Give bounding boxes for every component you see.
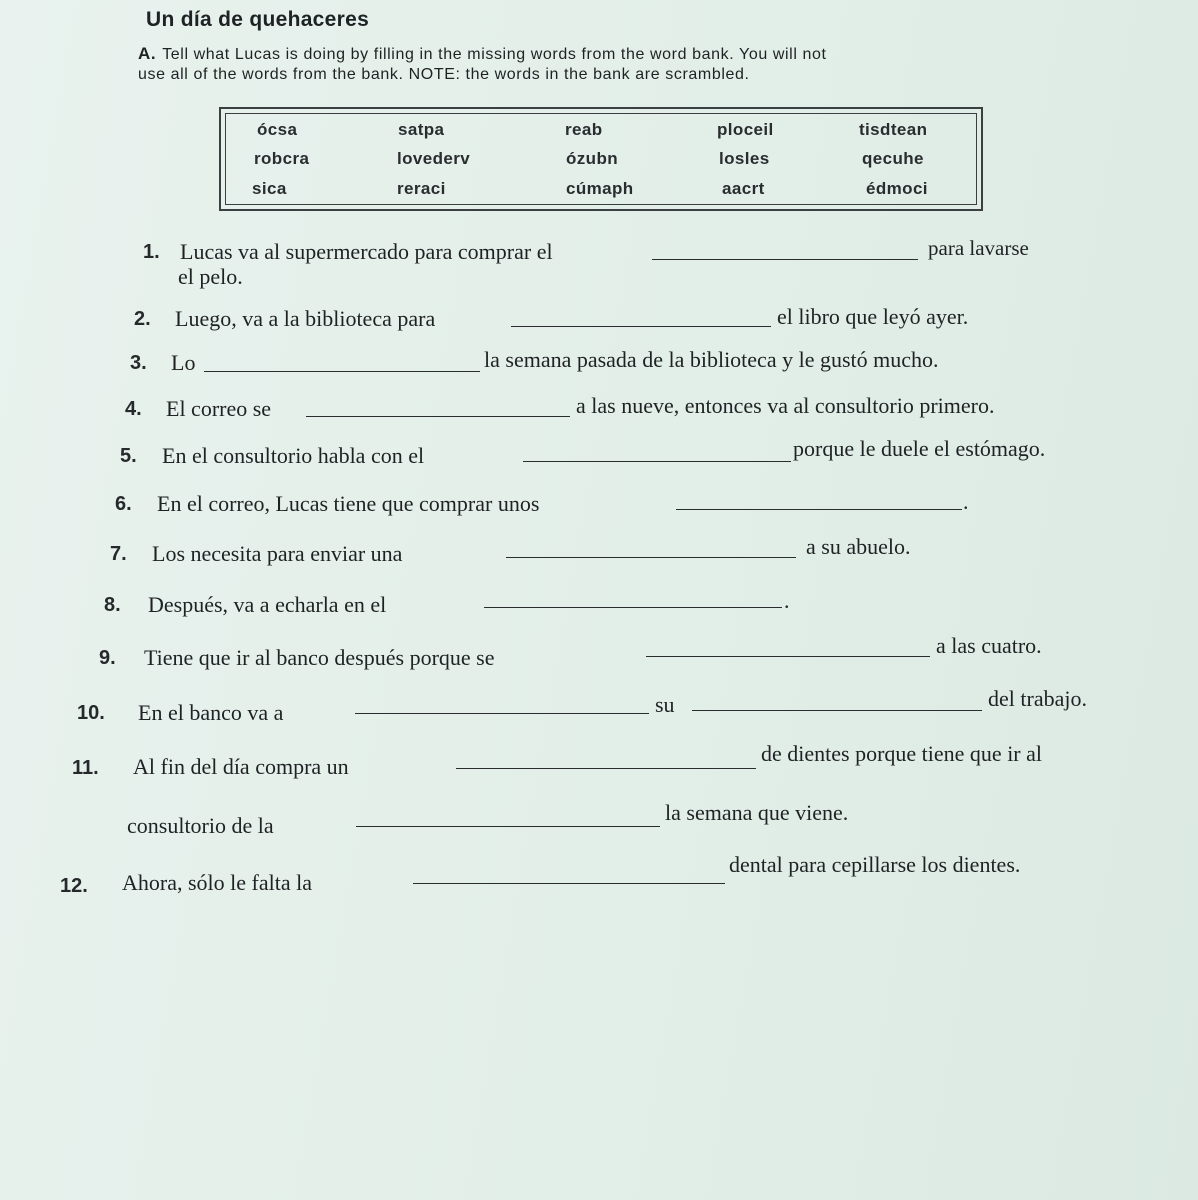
question-text: consultorio de la — [127, 813, 274, 838]
question-text: a su abuelo. — [806, 534, 911, 559]
answer-blank[interactable] — [306, 416, 570, 417]
bank-word: tisdtean — [859, 120, 928, 139]
question-text: . — [963, 489, 969, 514]
word-bank — [219, 107, 983, 211]
question-text: el libro que leyó ayer. — [777, 304, 969, 329]
question-text: la semana que viene. — [665, 800, 849, 825]
bank-word: sica — [252, 179, 287, 198]
question-text: a las nueve, entonces va al consultorio primero. — [576, 393, 995, 418]
question-number: 11. — [72, 757, 99, 779]
instructions-line-1: Tell what Lucas is doing by filling in the missing words from the word bank. You will not — [162, 46, 827, 63]
question-text: dental para cepillarse los dientes. — [729, 852, 1021, 877]
question-number: 10. — [77, 702, 105, 724]
bank-word: qecuhe — [862, 149, 924, 168]
bank-word: reraci — [397, 179, 446, 198]
bank-word: lovederv — [397, 149, 471, 168]
question-number: 8. — [104, 594, 121, 616]
answer-blank[interactable] — [676, 509, 962, 510]
answer-blank[interactable] — [355, 713, 649, 714]
question-number: 9. — [99, 647, 116, 669]
answer-blank[interactable] — [646, 656, 930, 657]
question-text: . — [784, 588, 790, 613]
answer-blank[interactable] — [413, 883, 725, 884]
question-number: 3. — [130, 352, 147, 374]
answer-blank[interactable] — [204, 371, 480, 372]
answer-blank[interactable] — [456, 768, 756, 769]
question-text: a las cuatro. — [936, 633, 1042, 658]
question-text: Los necesita para enviar una — [152, 541, 403, 566]
question-text: El correo se — [166, 396, 272, 421]
question-text: En el consultorio habla con el — [162, 443, 425, 468]
question-text: En el banco va a — [138, 700, 284, 725]
answer-blank[interactable] — [484, 607, 782, 608]
question-number: 12. — [60, 875, 88, 897]
bank-word: aacrt — [722, 179, 765, 198]
instructions-line-2: use all of the words from the bank. NOTE: the words in the bank are scrambled. — [138, 66, 750, 83]
bank-word: ózubn — [566, 149, 619, 168]
question-text: porque le duele el estómago. — [793, 436, 1046, 461]
question-number: 7. — [110, 543, 127, 565]
bank-word: ócsa — [257, 120, 298, 139]
question-text: Al fin del día compra un — [133, 754, 349, 779]
bank-word: ploceil — [717, 120, 774, 139]
bank-word: robcra — [254, 149, 310, 168]
question-number: 6. — [115, 493, 132, 515]
question-number: 4. — [125, 398, 142, 420]
question-text: para lavarse — [928, 236, 1029, 260]
bank-word: reab — [565, 120, 603, 139]
question-number: 2. — [134, 308, 151, 330]
bank-word: édmoci — [866, 179, 928, 198]
bank-word: losles — [719, 149, 770, 168]
question-text: Tiene que ir al banco después porque se — [144, 645, 495, 670]
instructions — [138, 44, 1058, 85]
bank-word: satpa — [398, 120, 445, 139]
question-text: del trabajo. — [988, 686, 1087, 711]
section-label: A. — [138, 44, 157, 63]
question-text: Lucas va al supermercado para comprar el — [180, 239, 553, 264]
question-text: Luego, va a la biblioteca para — [175, 306, 436, 331]
answer-blank[interactable] — [692, 710, 982, 711]
answer-blank[interactable] — [356, 826, 660, 827]
answer-blank[interactable] — [523, 461, 791, 462]
question-text: Lo — [171, 350, 196, 375]
answer-blank[interactable] — [652, 259, 918, 260]
answer-blank[interactable] — [506, 557, 796, 558]
question-number: 5. — [120, 445, 137, 467]
bank-word: cúmaph — [566, 179, 634, 198]
question-text: En el correo, Lucas tiene que comprar unos — [157, 491, 540, 516]
question-text: el pelo. — [178, 264, 243, 289]
question-text: Después, va a echarla en el — [148, 592, 387, 617]
worksheet-title: Un día de quehaceres — [146, 8, 370, 31]
question-text: su — [655, 692, 675, 717]
answer-blank[interactable] — [511, 326, 771, 327]
question-text: la semana pasada de la biblioteca y le gustó mucho. — [484, 347, 939, 372]
question-text: Ahora, sólo le falta la — [122, 870, 312, 895]
question-number: 1. — [143, 241, 160, 263]
question-text: de dientes porque tiene que ir al — [761, 741, 1043, 766]
